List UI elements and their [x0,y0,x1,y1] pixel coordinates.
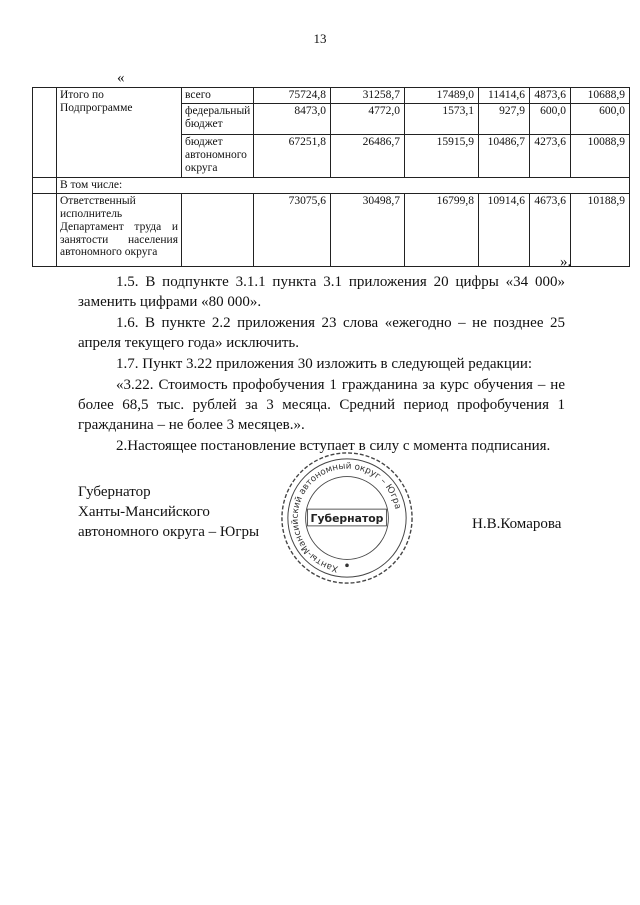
stamp-ring-text: Ханты-Мансийский автономный округ – Югра [290,461,403,574]
federal-value-5: 600,0 [530,104,571,135]
paragraph-1-6: 1.6. В пункте 2.2 приложения 23 слова «ежегодно – не позднее 25 апреля текущего года» исключить. [78,315,565,351]
paragraph-2: 2.Настоящее постановление вступает в силу с момента подписания. [116,438,551,454]
executor-value-3: 16799,8 [405,193,479,266]
total-value-1: 75724,8 [254,88,331,104]
signatory-title-line-2: Ханты-Мансийского [78,504,210,520]
signatory-title [78,482,259,542]
autonomous-source-line-2: автономного [185,148,247,161]
federal-value-3: 1573,1 [405,104,479,135]
paragraph-1-5: 1.5. В подпункте 3.1.1 пункта 3.1 приложения 20 цифры «34 000» заменить цифрами «80 000». [78,274,565,310]
total-label-line-1: Итого по [60,89,104,101]
executor-value-4: 10914,6 [479,193,530,266]
total-value-5: 4873,6 [530,88,571,104]
table-left-margin-cell [33,88,57,178]
executor-value-6: 10188,9 [571,193,630,266]
executor-value-1: 73075,6 [254,193,331,266]
total-source-cell: всего [182,88,254,104]
federal-value-1: 8473,0 [254,104,331,135]
executor-label-line-5: автономного округа [60,246,158,259]
total-label-cell [57,88,182,178]
federal-value-4: 927,9 [479,104,530,135]
total-value-4: 11414,6 [479,88,530,104]
total-value-2: 31258,7 [331,88,405,104]
executor-label-line-4: занятости населения [60,233,178,246]
signatory-title-line-3: автономного округа – Югры [78,524,260,540]
including-margin-cell [33,178,57,194]
executor-value-5: 4673,6 [530,193,571,266]
budget-table [32,87,630,267]
paragraph-1-7: 1.7. Пункт 3.22 приложения 30 изложить в следующей редакции: [116,356,533,372]
autonomous-value-2: 26486,7 [331,135,405,178]
page-number: 13 [313,31,327,46]
table-close-quote: ». [560,254,572,270]
executor-source-cell [182,193,254,266]
autonomous-source-line-1: бюджет [185,136,223,148]
executor-margin-cell [33,193,57,266]
executor-label-cell [57,193,182,266]
table-row-executor [33,193,630,266]
autonomous-value-4: 10486,7 [479,135,530,178]
executor-label-line-3: Департамент труда и [60,220,178,233]
autonomous-value-6: 10088,9 [571,135,630,178]
autonomous-value-3: 15915,9 [405,135,479,178]
executor-label-line-2: исполнитель [60,207,123,220]
autonomous-value-1: 67251,8 [254,135,331,178]
executor-value-2: 30498,7 [331,193,405,266]
federal-source-line-2: бюджет [185,117,223,130]
table-open-quote: « [117,70,125,86]
total-label-line-2: Подпрограмме [60,101,133,114]
federal-value-2: 4772,0 [331,104,405,135]
total-value-3: 17489,0 [405,88,479,104]
autonomous-value-5: 4273,6 [530,135,571,178]
federal-value-6: 600,0 [571,104,630,135]
stamp-center-text: Губернатор [310,511,384,525]
federal-source-cell [182,104,254,135]
paragraph-3-22: «3.22. Стоимость профобучения 1 гражданина за курс обучения – не более 68,5 тыс. рублей за 3 месяца. Средний период профобучения 1 гражданина – не более 3 месяцев.». [78,377,565,433]
autonomous-source-line-3: округа [185,161,218,174]
total-value-6: 10688,9 [571,88,630,104]
amendment-paragraphs [78,272,565,456]
including-label-cell: В том числе: [57,178,630,194]
table-row-including [33,178,630,194]
executor-label-line-1: Ответственный [60,194,136,207]
official-stamp [278,449,416,587]
signatory-title-line-1: Губернатор [78,484,151,500]
autonomous-source-cell [182,135,254,178]
signatory-name: Н.В.Комарова [472,516,562,532]
table-row-total [33,88,630,104]
federal-source-line-1: федеральный [185,105,251,117]
